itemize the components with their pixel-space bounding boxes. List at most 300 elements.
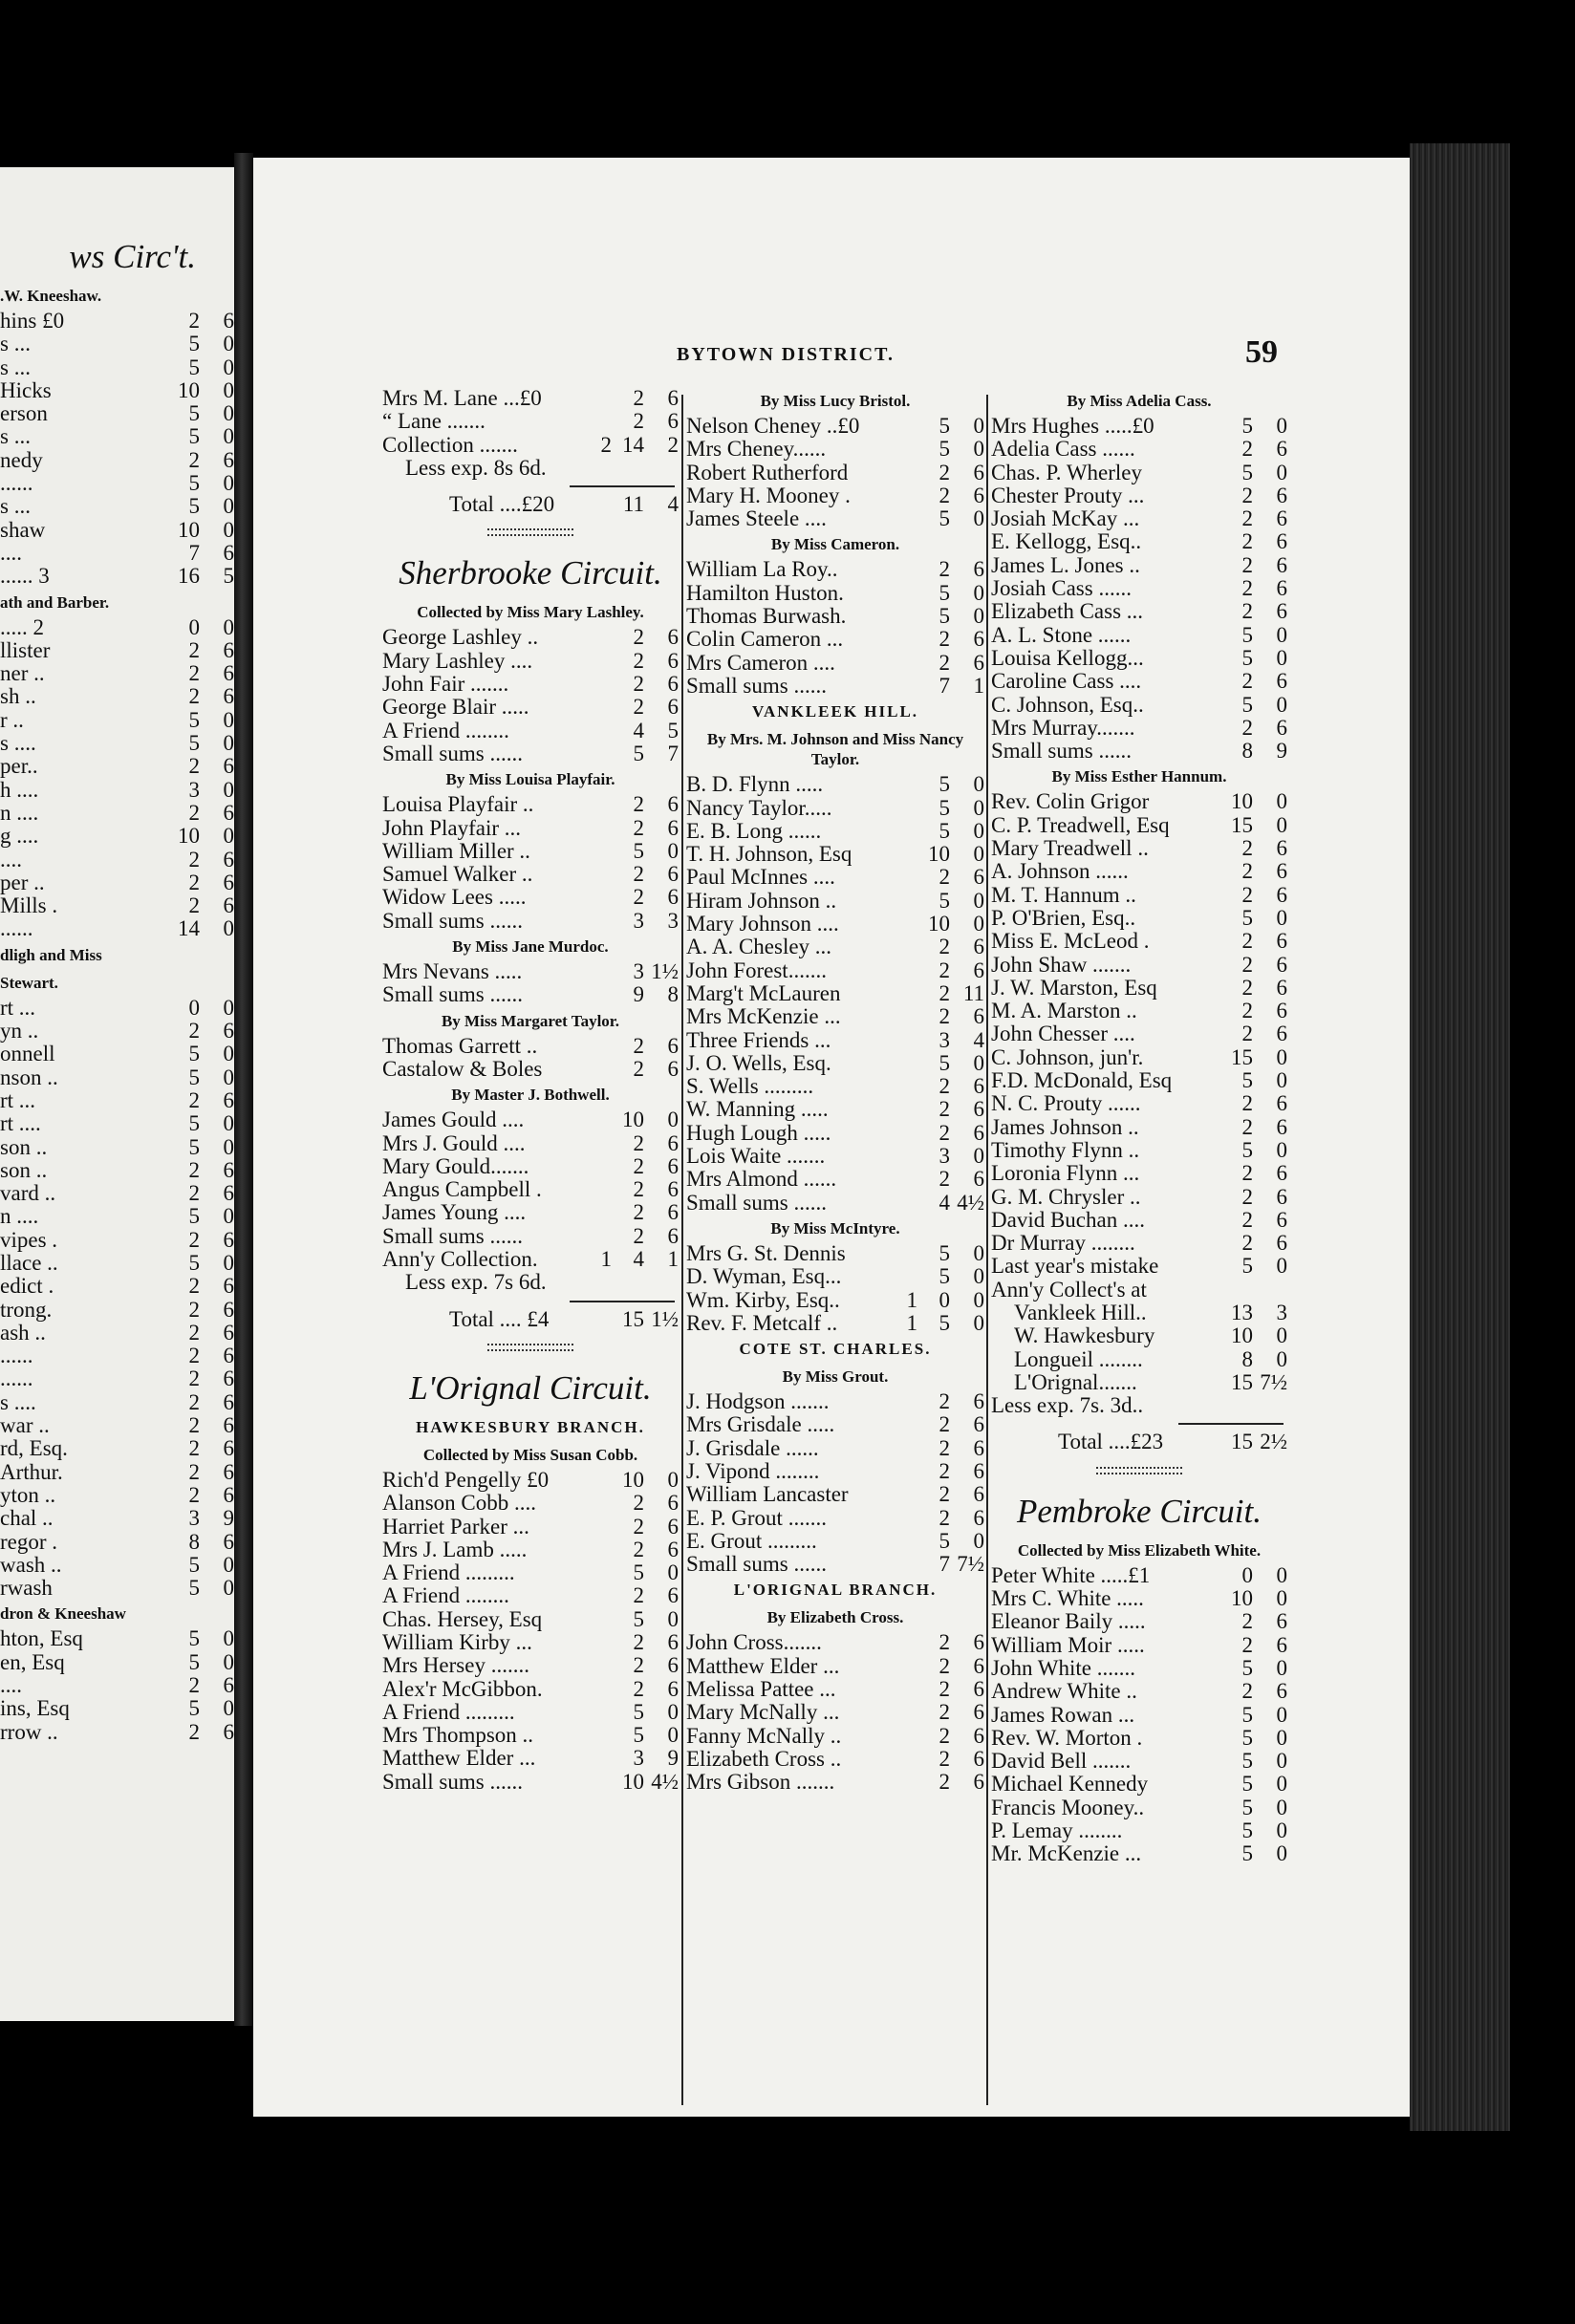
contributor-name: per.. xyxy=(0,755,38,779)
pence-value: 6 xyxy=(973,1505,984,1530)
contributor-name: A. L. Stone ...... xyxy=(991,623,1132,647)
shillings-value: 2 xyxy=(633,1223,644,1248)
contributor-name: ner .. xyxy=(0,662,45,686)
contributor-name: Ann'y Collect's at xyxy=(991,1278,1147,1302)
column-3 xyxy=(991,387,1287,1866)
contributor-name: Mrs Almond ...... xyxy=(686,1168,837,1192)
contributor-name: T. H. Johnson, Esq xyxy=(686,843,852,867)
ledger-row xyxy=(686,582,984,605)
ledger-row xyxy=(686,1507,984,1530)
contributor-name: rt ... xyxy=(0,1088,36,1112)
contributor-name: John Forest....... xyxy=(686,958,827,982)
ledger-row xyxy=(991,438,1287,461)
contributor-name: son .. xyxy=(0,1158,48,1182)
shillings-value: 2 xyxy=(633,695,644,720)
shillings-value: 2 xyxy=(633,1033,644,1058)
ledger-row xyxy=(991,1431,1287,1453)
contributor-name: Total ....£23 xyxy=(1058,1431,1164,1454)
contributor-name: Small sums ...... xyxy=(382,983,523,1007)
shillings-value: 2 xyxy=(633,1514,644,1539)
pence-value: 6 xyxy=(1276,882,1287,907)
pence-value: 6 xyxy=(667,1653,679,1678)
contributor-name: John Cross....... xyxy=(686,1631,822,1655)
ledger-row xyxy=(382,1178,679,1201)
contributor-name: Rev. W. Morton . xyxy=(991,1726,1143,1750)
pence-value: 0 xyxy=(1276,1562,1287,1587)
contributor-name: ash .. xyxy=(0,1321,46,1345)
contributor-name: wash .. xyxy=(0,1553,62,1577)
pence-value: 0 xyxy=(223,1042,234,1066)
ledger-row xyxy=(382,817,679,840)
ledger-row xyxy=(686,1075,984,1098)
ledger-row xyxy=(382,1654,679,1677)
shillings-value: 3 xyxy=(188,1506,200,1531)
section-heading: By Mrs. M. Johnson and Miss Nancy Taylor. xyxy=(706,730,964,769)
pence-value: 6 xyxy=(223,1227,234,1252)
contributor-name: N. C. Prouty ...... xyxy=(991,1092,1141,1116)
pence-value: 6 xyxy=(1276,859,1287,884)
shillings-value: 2 xyxy=(939,1770,950,1795)
shillings-value: 2 xyxy=(188,870,200,894)
pence-value: 6 xyxy=(667,1629,679,1654)
shillings-value: 2 xyxy=(633,1676,644,1701)
pence-value: 0 xyxy=(1276,1795,1287,1819)
section-heading: By Miss Adelia Cass. xyxy=(1067,392,1212,410)
ledger-row xyxy=(0,519,234,542)
ledger-row xyxy=(991,1279,1287,1302)
contributor-name: Louisa Playfair .. xyxy=(382,793,534,817)
ledger-row xyxy=(382,1058,679,1081)
ledger-row xyxy=(0,495,234,518)
circuit-title: Pembroke Circuit. xyxy=(1017,1492,1262,1530)
ledger-row xyxy=(0,1159,234,1182)
pence-value: 6 xyxy=(973,1630,984,1655)
shillings-value: 2 xyxy=(188,309,200,333)
book-gutter xyxy=(234,153,253,2026)
contributor-name: Widow Lees ..... xyxy=(382,886,527,910)
contributor-name: .... xyxy=(0,848,22,872)
pence-value: 0 xyxy=(223,1204,234,1229)
pence-value: 0 xyxy=(1276,645,1287,670)
shillings-value: 2 xyxy=(633,792,644,817)
shillings-value: 2 xyxy=(939,1097,950,1122)
ledger-row xyxy=(686,1098,984,1121)
ledger-row xyxy=(0,1066,234,1089)
shillings-value: 0 xyxy=(188,614,200,639)
shillings-value: 2 xyxy=(939,1435,950,1460)
contributor-name: Mrs Cameron .... xyxy=(686,651,835,675)
pence-value: 7 xyxy=(667,741,679,765)
contributor-name: James Johnson .. xyxy=(991,1115,1139,1139)
contributor-name: William La Roy.. xyxy=(686,558,838,582)
ledger-row xyxy=(0,1020,234,1043)
pence-value: 6 xyxy=(223,1157,234,1182)
ledger-row xyxy=(0,709,234,732)
pence-value: 0 xyxy=(973,795,984,820)
shillings-value: 2 xyxy=(939,1746,950,1771)
shillings-value: 5 xyxy=(633,1699,644,1724)
pence-value: 0 xyxy=(973,437,984,462)
pence-value: 0 xyxy=(223,377,234,402)
ledger-row xyxy=(382,1608,679,1631)
shillings-value: 2 xyxy=(1241,1609,1253,1634)
shillings-value: 2 xyxy=(188,1157,200,1182)
pence-value: 0 xyxy=(1276,1655,1287,1680)
ledger-row xyxy=(382,434,679,457)
shillings-value: 8 xyxy=(1241,1346,1253,1371)
contributor-name: Rev. Colin Grigor xyxy=(991,790,1150,814)
pence-value: 4½ xyxy=(957,1190,984,1215)
ledger-row xyxy=(991,1162,1287,1185)
shillings-value: 2 xyxy=(939,1458,950,1483)
contributor-name: vard .. xyxy=(0,1182,56,1206)
pence-value: 6 xyxy=(223,661,234,686)
ledger-row xyxy=(991,1819,1287,1842)
shillings-value: 2 xyxy=(188,661,200,686)
shillings-value: 3 xyxy=(939,1144,950,1169)
shillings-value: 3 xyxy=(633,908,644,933)
rule-line xyxy=(570,1301,675,1302)
ledger-row xyxy=(686,605,984,628)
shillings-value: 5 xyxy=(1241,1137,1253,1162)
ledger-row xyxy=(686,1312,984,1335)
section-heading: Collected by Miss Elizabeth White. xyxy=(1017,1540,1262,1560)
pence-value: 6 xyxy=(667,1537,679,1561)
section-heading: COTE ST. CHARLES. xyxy=(739,1340,932,1359)
ledger-row xyxy=(991,1704,1287,1727)
shillings-value: 15 xyxy=(1231,1369,1253,1394)
shillings-value: 2 xyxy=(633,1130,644,1155)
ledger-row xyxy=(686,959,984,982)
ledger-row xyxy=(686,913,984,936)
ledger-row xyxy=(991,1000,1287,1022)
shillings-value: 9 xyxy=(633,982,644,1007)
ledger-row xyxy=(382,493,679,516)
pence-value: 6 xyxy=(667,386,679,410)
shillings-value: 2 xyxy=(1241,1022,1253,1046)
shillings-value: 2 xyxy=(1241,715,1253,740)
shillings-value: 5 xyxy=(188,355,200,379)
pence-value: 9 xyxy=(1276,739,1287,764)
contributor-name: Small sums ...... xyxy=(382,1224,523,1248)
ledger-row xyxy=(0,1043,234,1065)
ledger-row xyxy=(686,1192,984,1215)
contributor-name: Mrs Gibson ....... xyxy=(686,1771,835,1795)
ledger-row xyxy=(686,1122,984,1145)
ledger-row xyxy=(0,997,234,1020)
shillings-value: 2 xyxy=(633,1200,644,1225)
shillings-value: 10 xyxy=(928,842,950,867)
ledger-row xyxy=(382,410,679,433)
pence-value: 6 xyxy=(973,1120,984,1145)
ledger-row xyxy=(382,1561,679,1584)
ledger-row xyxy=(686,1655,984,1678)
contributor-name: Total .... £4 xyxy=(449,1307,550,1331)
section-heading: By Master J. Bothwell. xyxy=(451,1086,610,1105)
shillings-value: 2 xyxy=(633,1491,644,1516)
contributor-name: Matthew Elder ... xyxy=(382,1747,536,1771)
shillings-value: 2 xyxy=(633,815,644,840)
contributor-name: Rich'd Pengelly £0 xyxy=(382,1468,550,1492)
shillings-value: 5 xyxy=(939,414,950,438)
shillings-value: 2 xyxy=(1241,999,1253,1023)
pence-value: 0 xyxy=(1276,1841,1287,1866)
shillings-value: 4 xyxy=(939,1190,950,1215)
pence-value: 0 xyxy=(973,604,984,629)
ledger-row xyxy=(0,1275,234,1298)
contributor-name: George Lashley .. xyxy=(382,626,539,650)
ledger-row xyxy=(991,837,1287,860)
contributor-name: Mills . xyxy=(0,894,58,918)
shillings-value: 2 xyxy=(633,1629,644,1654)
ledger-row xyxy=(0,1721,234,1744)
ledger-row xyxy=(686,1168,984,1191)
ledger-row xyxy=(382,1492,679,1515)
shillings-value: 5 xyxy=(1241,460,1253,484)
shillings-value: 5 xyxy=(1241,1655,1253,1680)
ledger-row xyxy=(686,484,984,507)
shillings-value: 0 xyxy=(1241,1562,1253,1587)
pence-value: 0 xyxy=(973,818,984,843)
ledger-row xyxy=(0,1345,234,1367)
shillings-value: 5 xyxy=(188,731,200,756)
pence-value: 6 xyxy=(1276,1161,1287,1186)
ledger-row xyxy=(991,484,1287,507)
ledger-row xyxy=(0,779,234,802)
contributor-name: Marg't McLauren xyxy=(686,981,841,1005)
ledger-row xyxy=(686,1242,984,1265)
pence-value: 6 xyxy=(223,1529,234,1554)
contributor-name: Mrs J. Lamb ..... xyxy=(382,1538,528,1561)
shillings-value: 10 xyxy=(178,517,200,542)
pence-value: 0 xyxy=(1276,622,1287,647)
pence-value: 0 xyxy=(223,424,234,449)
contributor-name: Mrs G. St. Dennis xyxy=(686,1241,846,1265)
shillings-value: 2 xyxy=(939,1389,950,1414)
ledger-row xyxy=(382,742,679,765)
contributor-name: Paul McInnes .... xyxy=(686,866,835,890)
ledger-row xyxy=(382,1584,679,1607)
ledger-row xyxy=(686,1701,984,1724)
ledger-row xyxy=(0,662,234,685)
ledger-row xyxy=(686,1052,984,1075)
pence-value: 6 xyxy=(1276,1231,1287,1256)
shillings-value: 5 xyxy=(633,741,644,765)
contributor-name: Peter White .....£1 xyxy=(991,1563,1151,1587)
section-heading: By Miss Margaret Taylor. xyxy=(441,1011,620,1030)
ledger-row xyxy=(991,670,1287,693)
ledger-row xyxy=(382,886,679,909)
shillings-value: 2 xyxy=(939,1677,950,1702)
contributor-name: James Rowan ... xyxy=(991,1703,1135,1727)
shillings-value: 5 xyxy=(939,580,950,605)
contributor-name: Nelson Cheney ..£0 xyxy=(686,415,860,438)
ledger-row xyxy=(991,1139,1287,1162)
pence-value: 6 xyxy=(973,650,984,675)
contributor-name: Mary H. Mooney . xyxy=(686,484,851,507)
shillings-value: 5 xyxy=(633,1560,644,1585)
contributor-name: Small sums ...... xyxy=(686,1191,827,1215)
pence-value: 0 xyxy=(223,824,234,849)
shillings-value: 3 xyxy=(939,1027,950,1052)
ledger-row xyxy=(991,884,1287,907)
pence-value: 9 xyxy=(667,1746,679,1771)
contributor-name: ...... xyxy=(0,917,33,941)
shillings-value: 2 xyxy=(1241,1184,1253,1209)
contributor-name: sh .. xyxy=(0,685,36,709)
shillings-value: 2 xyxy=(633,672,644,697)
shillings-value: 14 xyxy=(622,432,644,457)
pence-value: 6 xyxy=(973,1389,984,1414)
pence-value: 6 xyxy=(667,1583,679,1608)
ledger-row xyxy=(0,1229,234,1252)
shillings-value: 10 xyxy=(178,377,200,402)
contributor-name: S. Wells ......... xyxy=(686,1075,814,1099)
contributor-name: Three Friends ... xyxy=(686,1028,831,1052)
contributor-name: E. B. Long ...... xyxy=(686,819,822,843)
pence-value: 6 xyxy=(973,958,984,982)
pence-value: 6 xyxy=(223,540,234,565)
ledger-row xyxy=(0,849,234,872)
ledger-row xyxy=(382,1132,679,1155)
pounds-value: 2 xyxy=(600,432,612,457)
pence-value: 6 xyxy=(1276,576,1287,601)
pence-value: 6 xyxy=(973,1700,984,1725)
contributor-name: hton, Esq xyxy=(0,1627,83,1651)
pence-value: 6 xyxy=(223,870,234,894)
pence-value: 6 xyxy=(223,1459,234,1484)
section-heading: By Miss Cameron. xyxy=(770,535,900,554)
shillings-value: 5 xyxy=(939,888,950,913)
pence-value: 6 xyxy=(1276,1022,1287,1046)
pence-value: 6 xyxy=(667,625,679,650)
pence-value: 6 xyxy=(1276,975,1287,1000)
ledger-row xyxy=(991,1348,1287,1371)
shillings-value: 2 xyxy=(1241,529,1253,554)
contributor-name: J. O. Wells, Esq. xyxy=(686,1051,831,1075)
contributor-name: Andrew White .. xyxy=(991,1680,1137,1704)
shillings-value: 2 xyxy=(939,958,950,982)
shillings-value: 2 xyxy=(188,1087,200,1112)
contributor-name: Mary McNally ... xyxy=(686,1701,840,1725)
shillings-value: 5 xyxy=(1241,622,1253,647)
ledger-row xyxy=(991,647,1287,670)
contributor-name: Nancy Taylor..... xyxy=(686,796,832,820)
contributor-name: David Buchan .... xyxy=(991,1208,1145,1232)
contributor-name: h .... xyxy=(0,778,39,802)
contributor-name: onnell xyxy=(0,1043,55,1066)
ledger-row xyxy=(0,1697,234,1720)
pence-value: 6 xyxy=(973,1770,984,1795)
contributor-name: Elizabeth Cross .. xyxy=(686,1747,842,1771)
ledger-row xyxy=(686,843,984,866)
shillings-value: 5 xyxy=(188,401,200,426)
pence-value: 0 xyxy=(973,888,984,913)
contributor-name: Angus Campbell . xyxy=(382,1178,542,1202)
ledger-row xyxy=(382,1271,679,1294)
contributor-name: Vankleek Hill.. xyxy=(1014,1301,1147,1324)
contributor-name: E. Grout ......... xyxy=(686,1529,817,1553)
pence-value: 6 xyxy=(973,557,984,582)
ledger-row xyxy=(991,1116,1287,1139)
ledger-row xyxy=(991,1371,1287,1394)
ledger-row xyxy=(0,1322,234,1345)
shillings-value: 5 xyxy=(939,1264,950,1289)
ledger-row xyxy=(382,1155,679,1178)
contributor-name: ...... xyxy=(0,1367,33,1391)
shillings-value: 5 xyxy=(188,707,200,732)
pence-value: 0 xyxy=(973,1528,984,1553)
contributor-name: M. T. Hannum .. xyxy=(991,883,1136,907)
contributor-name: ...... xyxy=(0,1345,33,1368)
pence-value: 0 xyxy=(223,916,234,941)
contributor-name: John Chesser .... xyxy=(991,1022,1135,1046)
ledger-row xyxy=(686,652,984,675)
contributor-name: trong. xyxy=(0,1298,53,1322)
ledger-row xyxy=(686,415,984,438)
ledger-row xyxy=(382,673,679,696)
ledger-row xyxy=(991,1797,1287,1819)
shillings-value: 2 xyxy=(939,1004,950,1029)
pounds-value: 1 xyxy=(906,1287,917,1312)
contributor-name: Collection ....... xyxy=(382,433,518,457)
ledger-row xyxy=(0,685,234,708)
contributor-name: Mary Gould....... xyxy=(382,1154,529,1178)
shillings-value: 0 xyxy=(188,995,200,1020)
pence-value: 0 xyxy=(1276,1044,1287,1069)
contributor-name: Chas. P. Wherley xyxy=(991,461,1143,484)
contributor-name: Small sums ...... xyxy=(382,909,523,933)
ledger-row xyxy=(0,1651,234,1674)
contributor-name: s ... xyxy=(0,425,31,449)
pence-value: 4½ xyxy=(651,1769,679,1794)
ledger-row xyxy=(991,577,1287,600)
shillings-value: 2 xyxy=(1241,1207,1253,1232)
section-ornament xyxy=(382,516,679,549)
contributor-name: L'Orignal....... xyxy=(1014,1370,1137,1394)
section-heading: By Miss Lucy Bristol. xyxy=(760,392,911,410)
ledger-row xyxy=(686,1437,984,1460)
contributor-name: Harriet Parker ... xyxy=(382,1515,529,1539)
pence-value: 6 xyxy=(223,1320,234,1345)
shillings-value: 2 xyxy=(939,1074,950,1099)
contributor-name: s .... xyxy=(0,732,36,756)
pence-value: 6 xyxy=(1276,1679,1287,1704)
ledger-row xyxy=(382,696,679,719)
shillings-value: 2 xyxy=(633,648,644,673)
contributor-name: John Fair ....... xyxy=(382,673,509,697)
section-heading: Collected by Miss Susan Cobb. xyxy=(422,1445,638,1464)
shillings-value: 2 xyxy=(1241,437,1253,462)
shillings-value: 5 xyxy=(939,604,950,629)
ledger-row xyxy=(991,740,1287,763)
ledger-row xyxy=(686,982,984,1005)
ledger-row xyxy=(0,802,234,825)
ledger-row xyxy=(991,507,1287,530)
shillings-value: 2 xyxy=(1241,552,1253,577)
contributor-name: C. P. Treadwell, Esq xyxy=(991,813,1170,837)
contributor-name: en, Esq xyxy=(0,1650,65,1674)
ledger-row xyxy=(686,1460,984,1483)
ledger-row xyxy=(0,1252,234,1275)
pence-value: 0 xyxy=(1276,1254,1287,1279)
ledger-row xyxy=(0,894,234,917)
shillings-value: 2 xyxy=(633,1177,644,1202)
pence-value: 0 xyxy=(223,777,234,802)
ledger-row xyxy=(991,1587,1287,1610)
shillings-value: 5 xyxy=(1241,1725,1253,1750)
pence-value: 6 xyxy=(667,1223,679,1248)
